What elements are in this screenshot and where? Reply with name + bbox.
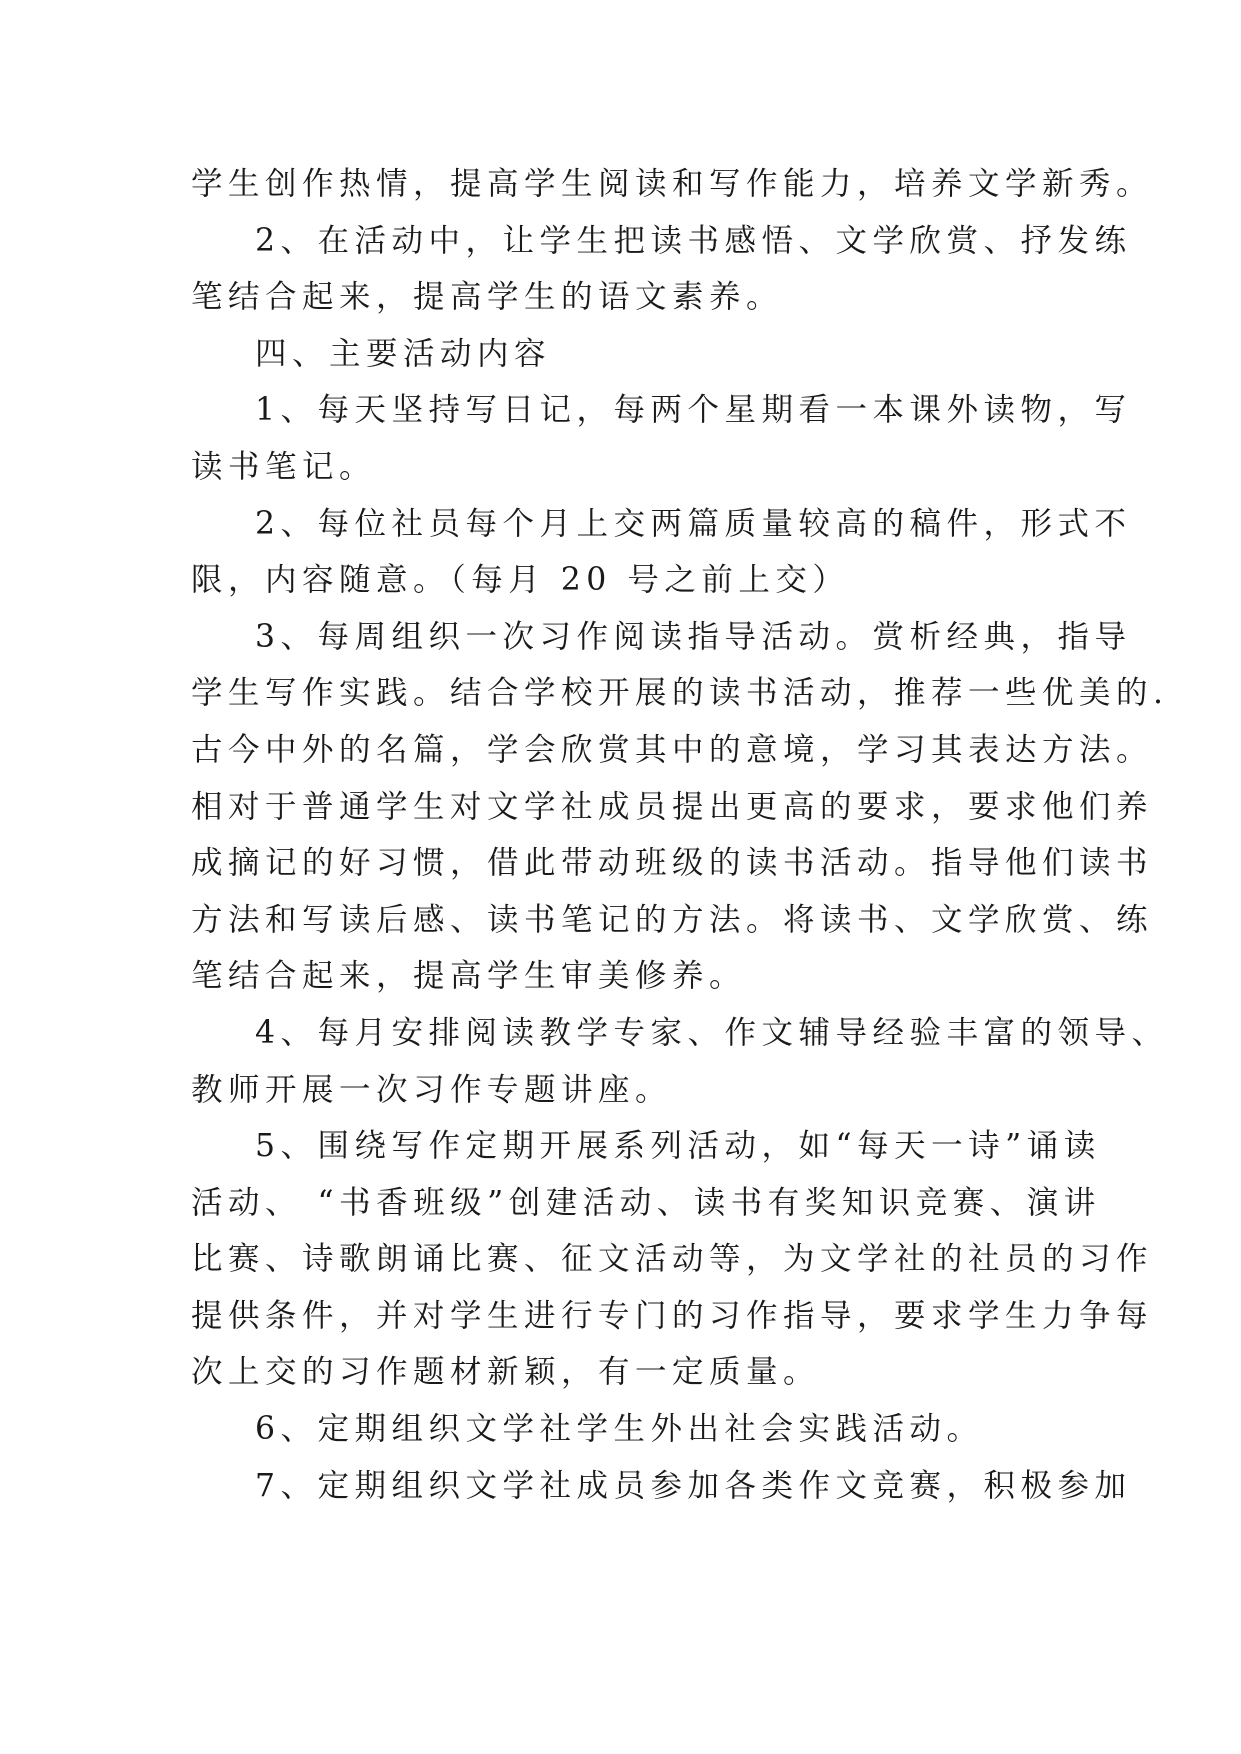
text-line: 1、每天坚持写日记，每两个星期看一本课外读物，写 bbox=[255, 392, 1132, 429]
text-line: 学生写作实践。结合学校开展的读书活动，推荐一些优美的. bbox=[191, 675, 1169, 712]
text-line: 4、每月安排阅读教学专家、作文辅导经验丰富的领导、 bbox=[255, 1014, 1169, 1051]
text-line: 笔结合起来，提高学生审美修养。 bbox=[191, 958, 747, 995]
text-line: 相对于普通学生对文学社成员提出更高的要求，要求他们养 bbox=[191, 788, 1154, 825]
text-line: 活动、 “书香班级”创建活动、读书有奖知识竞赛、演讲 bbox=[191, 1184, 1101, 1221]
text-line: 次上交的习作题材新颖，有一定质量。 bbox=[191, 1354, 821, 1391]
section-heading: 四、主要活动内容 bbox=[255, 335, 552, 372]
text-line: 教师开展一次习作专题讲座。 bbox=[191, 1071, 673, 1108]
text-line: 学生创作热情，提高学生阅读和写作能力，培养文学新秀。 bbox=[191, 166, 1154, 202]
text-line: 比赛、诗歌朗诵比赛、征文活动等，为文学社的社员的习作 bbox=[191, 1241, 1154, 1278]
text-line: 3、每周组织一次习作阅读指导活动。赏析经典，指导 bbox=[255, 618, 1132, 655]
text-line: 7、定期组织文学社成员参加各类作文竞赛，积极参加 bbox=[255, 1467, 1132, 1504]
text-line: 笔结合起来，提高学生的语文素养。 bbox=[191, 279, 784, 316]
text-line: 方法和写读后感、读书笔记的方法。将读书、文学欣赏、练 bbox=[191, 901, 1154, 938]
text-line: 古今中外的名篇，学会欣赏其中的意境，学习其表达方法。 bbox=[191, 731, 1154, 768]
text-line: 读书笔记。 bbox=[191, 448, 377, 485]
text-line: 5、围绕写作定期开展系列活动，如“每天一诗”诵读 bbox=[255, 1128, 1101, 1165]
text-line: 2、每位社员每个月上交两篇质量较高的稿件，形式不 bbox=[255, 505, 1132, 542]
document-body bbox=[191, 156, 1169, 1514]
text-line: 提供条件，并对学生进行专门的习作指导，要求学生力争每 bbox=[191, 1297, 1154, 1334]
text-line: 6、定期组织文学社学生外出社会实践活动。 bbox=[255, 1411, 984, 1448]
text-line: 2、在活动中，让学生把读书感悟、文学欣赏、抒发练 bbox=[255, 222, 1132, 259]
text-line: 限，内容随意。（每月 20 号之前上交） bbox=[191, 562, 850, 599]
text-line: 成摘记的好习惯，借此带动班级的读书活动。指导他们读书 bbox=[191, 845, 1154, 882]
